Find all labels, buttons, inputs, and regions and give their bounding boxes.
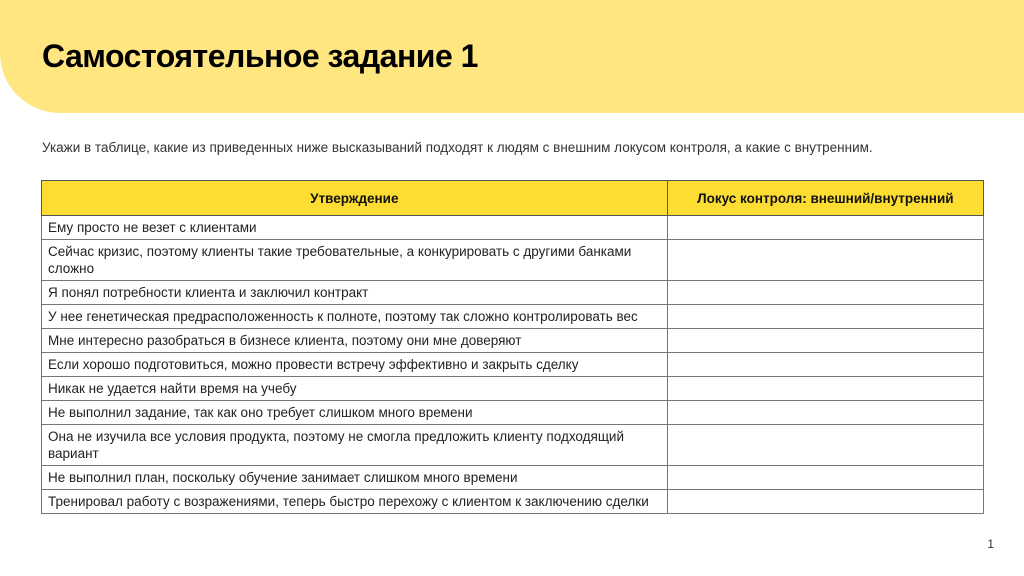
statement-cell: Я понял потребности клиента и заключил контракт bbox=[42, 281, 668, 305]
locus-cell[interactable] bbox=[667, 377, 983, 401]
statements-table bbox=[41, 180, 984, 514]
page-number: 1 bbox=[987, 537, 994, 551]
table-row bbox=[42, 490, 984, 514]
locus-cell[interactable] bbox=[667, 216, 983, 240]
statement-cell: У нее генетическая предрасположенность к полноте, поэтому так сложно контролировать вес bbox=[42, 305, 668, 329]
table-row bbox=[42, 466, 984, 490]
locus-cell[interactable] bbox=[667, 425, 983, 466]
header-statement: Утверждение bbox=[42, 181, 668, 216]
table-row bbox=[42, 240, 984, 281]
locus-cell[interactable] bbox=[667, 353, 983, 377]
statement-cell: Мне интересно разобраться в бизнесе клиента, поэтому они мне доверяют bbox=[42, 329, 668, 353]
statement-cell: Не выполнил план, поскольку обучение занимает слишком много времени bbox=[42, 466, 668, 490]
table-row bbox=[42, 401, 984, 425]
locus-cell[interactable] bbox=[667, 401, 983, 425]
table-row bbox=[42, 353, 984, 377]
table-header-row bbox=[42, 181, 984, 216]
statement-cell: Тренировал работу с возражениями, теперь быстро перехожу с клиентом к заключению сделки bbox=[42, 490, 668, 514]
locus-cell[interactable] bbox=[667, 329, 983, 353]
statement-cell: Никак не удается найти время на учебу bbox=[42, 377, 668, 401]
instruction-text: Укажи в таблице, какие из приведенных ниже высказываний подходят к людям с внешним локусом контроля, а какие с внутренним. bbox=[42, 140, 873, 155]
locus-cell[interactable] bbox=[667, 240, 983, 281]
table-row bbox=[42, 305, 984, 329]
table-row bbox=[42, 377, 984, 401]
statement-cell: Она не изучила все условия продукта, поэтому не смогла предложить клиенту подходящий вариант bbox=[42, 425, 668, 466]
statement-cell: Ему просто не везет с клиентами bbox=[42, 216, 668, 240]
locus-cell[interactable] bbox=[667, 490, 983, 514]
locus-cell[interactable] bbox=[667, 305, 983, 329]
header-locus: Локус контроля: внешний/внутренний bbox=[667, 181, 983, 216]
table-row bbox=[42, 425, 984, 466]
slide-title: Самостоятельное задание 1 bbox=[42, 38, 478, 74]
statement-cell: Если хорошо подготовиться, можно провести встречу эффективно и закрыть сделку bbox=[42, 353, 668, 377]
table-row bbox=[42, 281, 984, 305]
locus-cell[interactable] bbox=[667, 466, 983, 490]
locus-cell[interactable] bbox=[667, 281, 983, 305]
table-row bbox=[42, 329, 984, 353]
statement-cell: Сейчас кризис, поэтому клиенты такие требовательные, а конкурировать с другими банками сложно bbox=[42, 240, 668, 281]
table-row bbox=[42, 216, 984, 240]
statement-cell: Не выполнил задание, так как оно требует слишком много времени bbox=[42, 401, 668, 425]
